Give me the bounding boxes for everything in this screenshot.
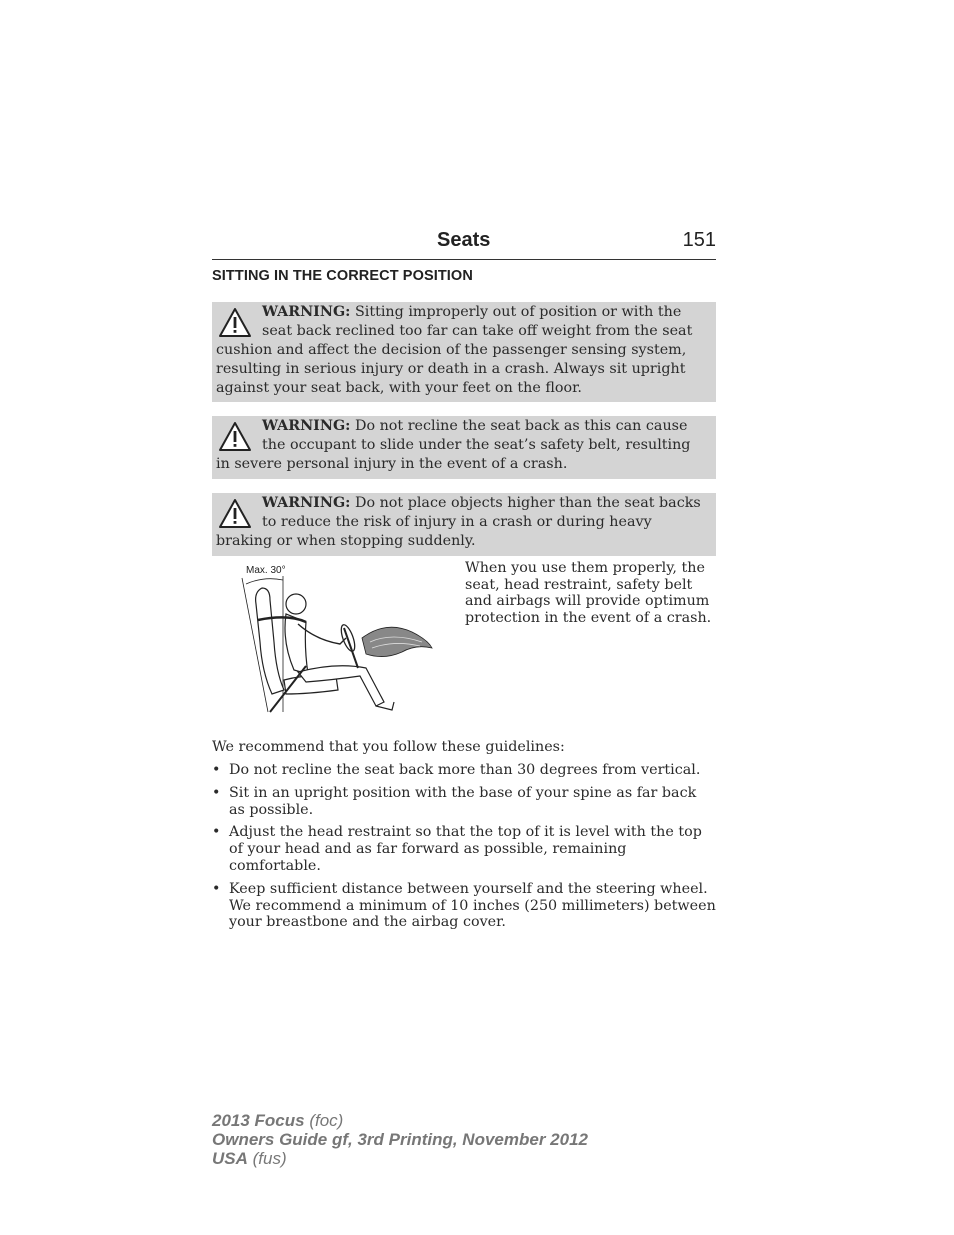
warning-box [212, 416, 716, 479]
figure-caption-text: When you use them properly, the seat, head restraint, safety belt and airbags will provide optimum protection in the event of a crash. [465, 560, 712, 626]
list-item: • Do not recline the seat back more than 30 degrees from vertical. [212, 762, 701, 778]
warning-label: WARNING: [262, 304, 351, 320]
warning-text: Do not recline the seat back as this can cause the occupant to slide under the seat’s safety belt, resulting in severe personal injury in the event of a crash. [216, 418, 691, 472]
list-item: • Adjust the head restraint so that the top of it is level with the top of your head and as far forward as possible, remaining comfortable. [212, 824, 702, 874]
bullet-icon: • [212, 784, 221, 801]
warning-box [212, 493, 716, 556]
warning-icon [218, 307, 252, 339]
warning-icon [218, 498, 252, 530]
warning-box [212, 302, 716, 402]
footer-model-line: 2013 Focus (foc) [212, 1111, 344, 1130]
warning-icon [218, 421, 252, 453]
section-heading: SITTING IN THE CORRECT POSITION [212, 268, 473, 284]
list-item: • Sit in an upright position with the base of your spine as far back as possible. [212, 784, 697, 818]
warning-text: Do not place objects higher than the seat backs to reduce the risk of injury in a crash or during heavy braking or when stopping suddenly. [216, 495, 701, 549]
footer-guide-line: Owners Guide gf, 3rd Printing, November 2012 [212, 1130, 588, 1149]
page-footer [212, 1111, 588, 1168]
bullet-icon: • [212, 880, 221, 897]
bullet-icon: • [212, 824, 221, 841]
max-angle-label: Max. 30° [246, 565, 286, 576]
bullet-icon: • [212, 762, 221, 778]
seating-position-illustration [236, 562, 436, 716]
page-number: 151 [682, 229, 716, 251]
guidelines-intro: We recommend that you follow these guidelines: [212, 739, 565, 755]
footer-market-line: USA (fus) [212, 1149, 287, 1168]
guidelines-list [212, 762, 716, 937]
warning-text: Sitting improperly out of position or with the seat back reclined too far can take off weight from the seat cushion and affect the decision of the passenger sensing system, resulting in serious injury or death in a crash. Always sit upright against your seat back, with your feet on the floor. [216, 304, 693, 396]
list-item: • Keep sufficient distance between yourself and the steering wheel. We recommend a minimum of 10 inches (250 millimeters) between your breastbone and the airbag cover. [212, 880, 716, 931]
page-header [212, 229, 716, 260]
section-title: Seats [437, 229, 491, 251]
warning-label: WARNING: [262, 495, 351, 511]
warning-label: WARNING: [262, 418, 351, 434]
